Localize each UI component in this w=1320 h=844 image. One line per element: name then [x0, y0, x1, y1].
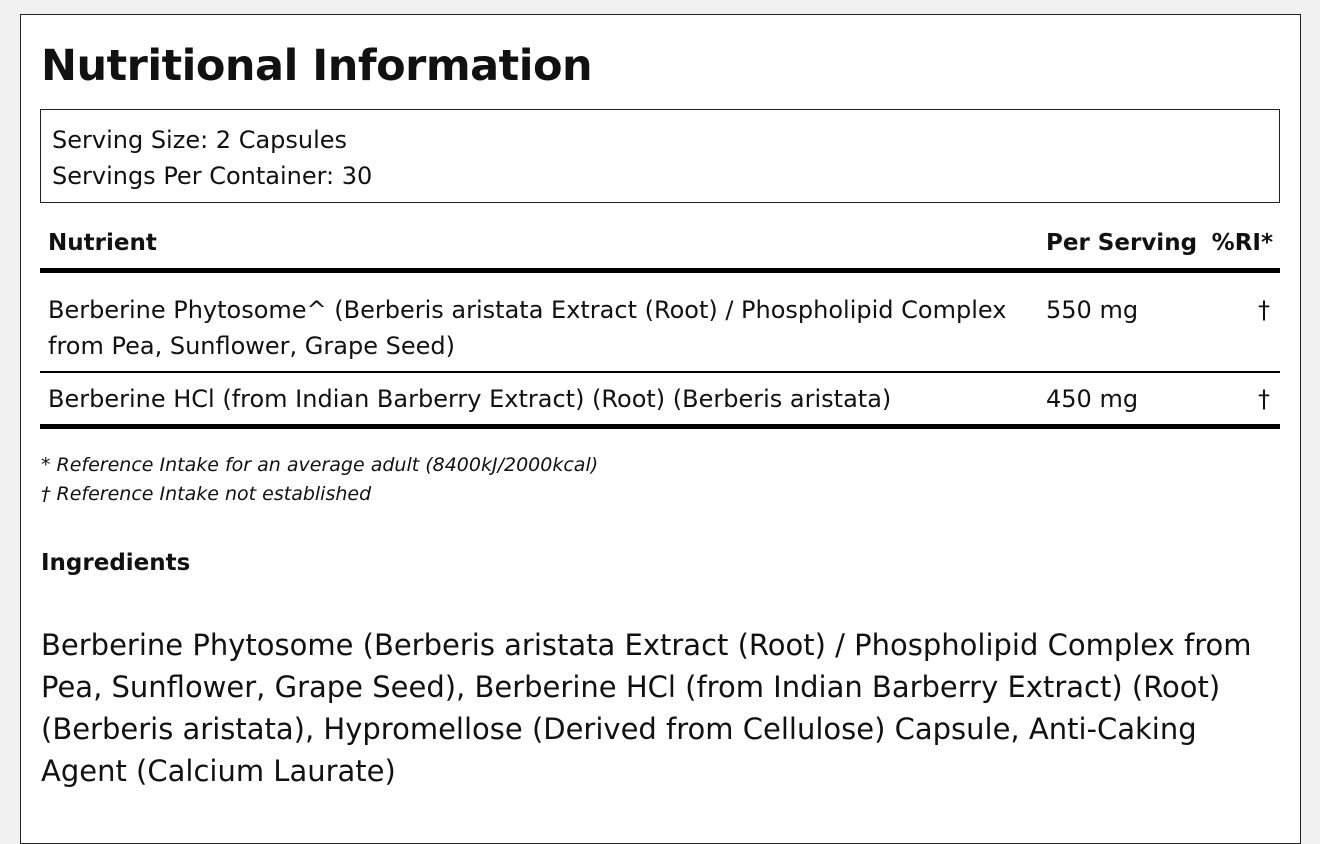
page-title: Nutritional Information	[41, 41, 593, 91]
header-divider	[40, 268, 1280, 273]
footnote-reference-intake: * Reference Intake for an average adult (8400kJ/2000kcal)	[41, 454, 599, 476]
nutrient-amount: 550 mg	[1046, 296, 1139, 324]
nutrient-name: Berberine Phytosome^ (Berberis aristata Extract (Root) / Phospholipid Complex from Pea, Sunflower, Grape Seed)	[48, 296, 1007, 360]
footnote-not-established: † Reference Intake not established	[41, 483, 372, 505]
row-divider	[40, 371, 1280, 373]
nutrient-name: Berberine HCl (from Indian Barberry Extract) (Root) (Berberis aristata)	[48, 385, 892, 413]
nutrient-amount: 450 mg	[1046, 385, 1139, 413]
nutrient-ri: †	[1258, 296, 1270, 324]
nutrition-panel	[20, 14, 1301, 844]
servings-per-container: Servings Per Container: 30	[52, 162, 373, 190]
serving-size: Serving Size: 2 Capsules	[52, 126, 348, 154]
header-per-serving: Per Serving	[1046, 230, 1198, 256]
header-nutrient: Nutrient	[48, 230, 157, 256]
header-ri: %RI*	[1211, 230, 1273, 256]
table-header	[40, 225, 1280, 269]
ingredients-heading: Ingredients	[41, 550, 191, 576]
serving-info-box	[40, 109, 1280, 203]
ingredients-text: Berberine Phytosome (Berberis aristata Extract (Root) / Phospholipid Complex from Pea, Sunflower, Grape Seed), Berberine HCl (from Indian Barberry Extract) (Root) (Berberis aristata), Hypromellose (Derived from Cellulose) Capsule, Anti-Caking Agent (Calcium Laurate)	[41, 628, 1252, 788]
table-bottom-rule	[40, 424, 1280, 429]
nutrient-ri: †	[1258, 385, 1270, 413]
